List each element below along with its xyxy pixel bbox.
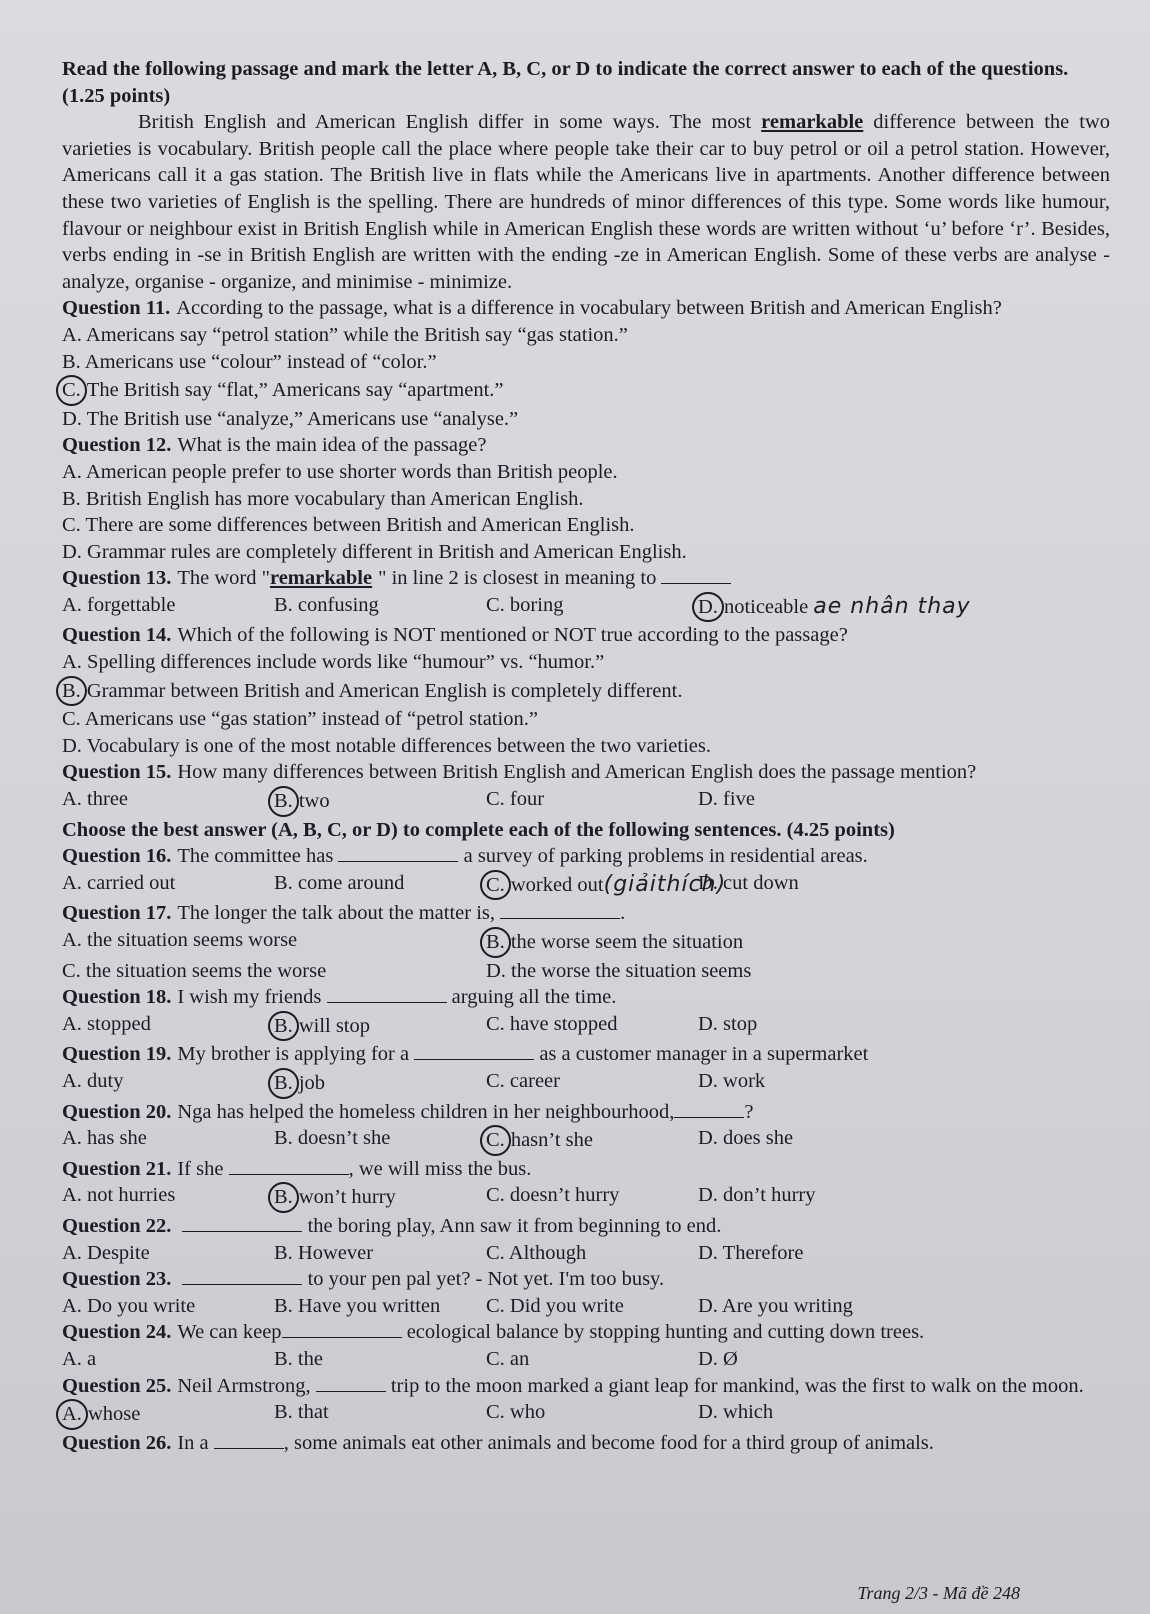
circled-answer: A.	[56, 1399, 88, 1430]
q20-options	[62, 1125, 1110, 1156]
passage-keyword: remarkable	[761, 111, 864, 134]
q25-option-b[interactable]: B. that	[274, 1401, 329, 1424]
page-footer: Trang 2/3 - Mã đề 248	[857, 1583, 1020, 1603]
circled-answer: C.	[480, 1125, 511, 1156]
reading-passage: British English and American English differ in some ways. The most remarkable difference between the two varieties is vocabulary. British people call the place where people take their car to buy petrol or oil a petrol station. However, Americans call it a gas station. The British live in flats while the Americans live in apartments. Another difference between these two varieties of English is the spelling. There are hundreds of minor differences of this type. Some words like humour, flavour or neighbour exist in British English while in American English these words are written without ‘u’ before ‘r’. Besides, verbs ending in -se in British English are written with the ending -ze in American English. Some of these verbs are analyse - analyze, organise - organize, and minimise - minimize.	[62, 111, 1110, 293]
answer-blank[interactable]	[229, 1156, 349, 1175]
q22-options	[62, 1240, 1110, 1267]
q11-option-b[interactable]: B. Americans use “colour” instead of “color.”	[62, 350, 437, 373]
q23-option-c[interactable]: C. Did you write	[486, 1294, 624, 1317]
q11-option-a[interactable]: A. Americans say “petrol station” while the British say “gas station.”	[62, 323, 628, 346]
question-15: Question 15. How many differences between British English and American English does the passage mention?	[62, 761, 977, 784]
q22-option-a[interactable]: A. Despite	[62, 1241, 150, 1264]
answer-blank[interactable]	[282, 1319, 402, 1338]
q12-option-a[interactable]: A. American people prefer to use shorter words than British people.	[62, 460, 618, 483]
q25-options	[62, 1399, 1110, 1430]
circled-answer: B.	[268, 1011, 299, 1042]
exam-content	[62, 56, 1110, 1456]
answer-blank[interactable]	[500, 900, 620, 919]
q23-option-b[interactable]: B. Have you written	[274, 1294, 441, 1317]
question-12: Question 12. What is the main idea of the passage?	[62, 434, 487, 457]
q21-option-c[interactable]: C. doesn’t hurry	[486, 1184, 620, 1207]
answer-blank[interactable]	[674, 1099, 744, 1118]
answer-blank[interactable]	[182, 1266, 302, 1285]
question-22: Question 22. the boring play, Ann saw it from beginning to end.	[62, 1214, 722, 1237]
q25-option-c[interactable]: C. who	[486, 1401, 546, 1424]
q14-option-b[interactable]: B. Grammar between British and American English is completely different.	[62, 676, 1110, 707]
handwritten-note: (giảithích)	[603, 871, 727, 897]
circled-answer: B.	[56, 676, 87, 707]
circled-answer: C.	[56, 375, 87, 406]
q15-option-d[interactable]: D. five	[698, 788, 755, 811]
q23-option-a[interactable]: A. Do you write	[62, 1294, 196, 1317]
q18-option-c[interactable]: C. have stopped	[486, 1012, 618, 1035]
question-18: Question 18. I wish my friends arguing all the time.	[62, 986, 617, 1009]
circled-answer: B.	[268, 1068, 299, 1099]
q22-option-c[interactable]: C. Although	[486, 1241, 587, 1264]
q24-option-c[interactable]: C. an	[486, 1347, 530, 1370]
answer-blank[interactable]	[327, 984, 447, 1003]
q19-options	[62, 1068, 1110, 1099]
handwritten-note: ae nhân thay	[813, 593, 971, 619]
circled-answer: D.	[692, 592, 724, 623]
q24-option-b[interactable]: B. the	[274, 1347, 323, 1370]
q20-option-b[interactable]: B. doesn’t she	[274, 1127, 391, 1150]
q21-options	[62, 1182, 1110, 1213]
question-21: Question 21. If she , we will miss the bus.	[62, 1157, 532, 1180]
q24-option-a[interactable]: A. a	[62, 1347, 97, 1370]
circled-answer: B.	[268, 1182, 299, 1213]
q14-option-d[interactable]: D. Vocabulary is one of the most notable differences between the two varieties.	[62, 734, 711, 757]
q12-option-b[interactable]: B. British English has more vocabulary than American English.	[62, 487, 584, 510]
q20-option-c[interactable]: C. hasn’t she	[486, 1125, 698, 1156]
section-2-instruction: Choose the best answer (A, B, C, or D) to complete each of the following sentences. (4.25 points)	[62, 818, 895, 841]
question-26: Question 26. In a , some animals eat other animals and become food for a third group of animals.	[62, 1431, 934, 1454]
q13-option-a[interactable]: A. forgettable	[62, 593, 176, 616]
q18-option-a[interactable]: A. stopped	[62, 1012, 151, 1035]
q22-option-b[interactable]: B. However	[274, 1241, 374, 1264]
q21-option-b[interactable]: B. won’t hurry	[274, 1182, 486, 1213]
q25-option-a[interactable]: A. whose	[62, 1399, 274, 1430]
q17-options	[62, 927, 1110, 984]
q19-option-c[interactable]: C. career	[486, 1069, 560, 1092]
question-11: Question 11. According to the passage, what is a difference in vocabulary between British and American English?	[62, 297, 1002, 320]
q18-option-d[interactable]: D. stop	[698, 1012, 758, 1035]
q12-option-c[interactable]: C. There are some differences between British and American English.	[62, 514, 635, 537]
q15-option-c[interactable]: C. four	[486, 788, 545, 811]
answer-blank[interactable]	[661, 565, 731, 584]
q15-option-a[interactable]: A. three	[62, 788, 129, 811]
circled-answer: C.	[480, 870, 511, 901]
answer-blank[interactable]	[414, 1041, 534, 1060]
q17-option-b[interactable]: B. the worse seem the situation	[486, 927, 1110, 958]
q19-option-d[interactable]: D. work	[698, 1069, 766, 1092]
question-24: Question 24. We can keep ecological balance by stopping hunting and cutting down trees.	[62, 1321, 925, 1344]
q17-option-c[interactable]: C. the situation seems the worse	[62, 959, 327, 982]
question-14: Question 14. Which of the following is NOT mentioned or NOT true according to the passage?	[62, 624, 848, 647]
q14-option-a[interactable]: A. Spelling differences include words like “humour” vs. “humor.”	[62, 651, 605, 674]
q18-option-b[interactable]: B. will stop	[274, 1011, 486, 1042]
q21-option-a[interactable]: A. not hurries	[62, 1184, 176, 1207]
q23-option-d[interactable]: D. Are you writing	[698, 1294, 853, 1317]
answer-blank[interactable]	[182, 1213, 302, 1232]
q17-option-d[interactable]: D. the worse the situation seems	[486, 959, 752, 982]
answer-blank[interactable]	[214, 1430, 284, 1449]
circled-answer: B.	[480, 927, 511, 958]
q24-options	[62, 1346, 1110, 1373]
q20-option-a[interactable]: A. has she	[62, 1127, 147, 1150]
q19-option-b[interactable]: B. job	[274, 1068, 486, 1099]
q17-option-a[interactable]: A. the situation seems worse	[62, 929, 298, 951]
q16-option-c[interactable]: C. worked out(giảithích)	[486, 870, 698, 901]
q16-option-a[interactable]: A. carried out	[62, 871, 176, 894]
q13-option-b[interactable]: B. confusing	[274, 593, 379, 616]
q13-options	[62, 592, 1110, 623]
q12-option-d[interactable]: D. Grammar rules are completely different in British and American English.	[62, 540, 687, 563]
question-20: Question 20. Nga has helped the homeless children in her neighbourhood, ?	[62, 1100, 754, 1123]
answer-blank[interactable]	[316, 1373, 386, 1392]
q19-option-a[interactable]: A. duty	[62, 1069, 124, 1092]
q23-options	[62, 1293, 1110, 1320]
q20-option-d[interactable]: D. does she	[698, 1127, 794, 1150]
q22-option-d[interactable]: D. Therefore	[698, 1241, 804, 1264]
question-23: Question 23. to your pen pal yet? - Not yet. I'm too busy.	[62, 1268, 665, 1291]
q11-option-c[interactable]: C. The British say “flat,” Americans say “apartment.”	[62, 375, 1110, 406]
q18-options	[62, 1011, 1110, 1042]
q24-option-d[interactable]: D. Ø	[698, 1347, 738, 1370]
q14-option-c[interactable]: C. Americans use “gas station” instead of “petrol station.”	[62, 708, 538, 731]
q16-option-d[interactable]: D. cut down	[698, 871, 799, 894]
circled-answer: B.	[268, 786, 299, 817]
q16-options	[62, 870, 1110, 901]
question-17: Question 17. The longer the talk about the matter is, .	[62, 902, 626, 925]
question-19: Question 19. My brother is applying for a as a customer manager in a supermarket	[62, 1043, 869, 1066]
q13-option-d[interactable]: D. noticeable ae nhân thay	[698, 592, 1110, 623]
q13-option-c[interactable]: C. boring	[486, 593, 564, 616]
q25-option-d[interactable]: D. which	[698, 1401, 774, 1424]
q11-option-d[interactable]: D. The British use “analyze,” Americans use “analyse.”	[62, 407, 519, 430]
question-25: Question 25. Neil Armstrong, trip to the moon marked a giant leap for mankind, was the first to walk on the moon.	[62, 1374, 1084, 1397]
q16-option-b[interactable]: B. come around	[274, 871, 405, 894]
answer-blank[interactable]	[338, 843, 458, 862]
question-16: Question 16. The committee has a survey of parking problems in residential areas.	[62, 845, 868, 868]
q15-option-b[interactable]: B. two	[274, 786, 486, 817]
q21-option-d[interactable]: D. don’t hurry	[698, 1184, 816, 1207]
question-13: Question 13. The word "remarkable " in line 2 is closest in meaning to	[62, 565, 1110, 592]
q15-options	[62, 786, 1110, 817]
section-1-instruction: Read the following passage and mark the letter A, B, C, or D to indicate the correct answer to each of the questions. (1.25 points)	[62, 58, 1069, 107]
